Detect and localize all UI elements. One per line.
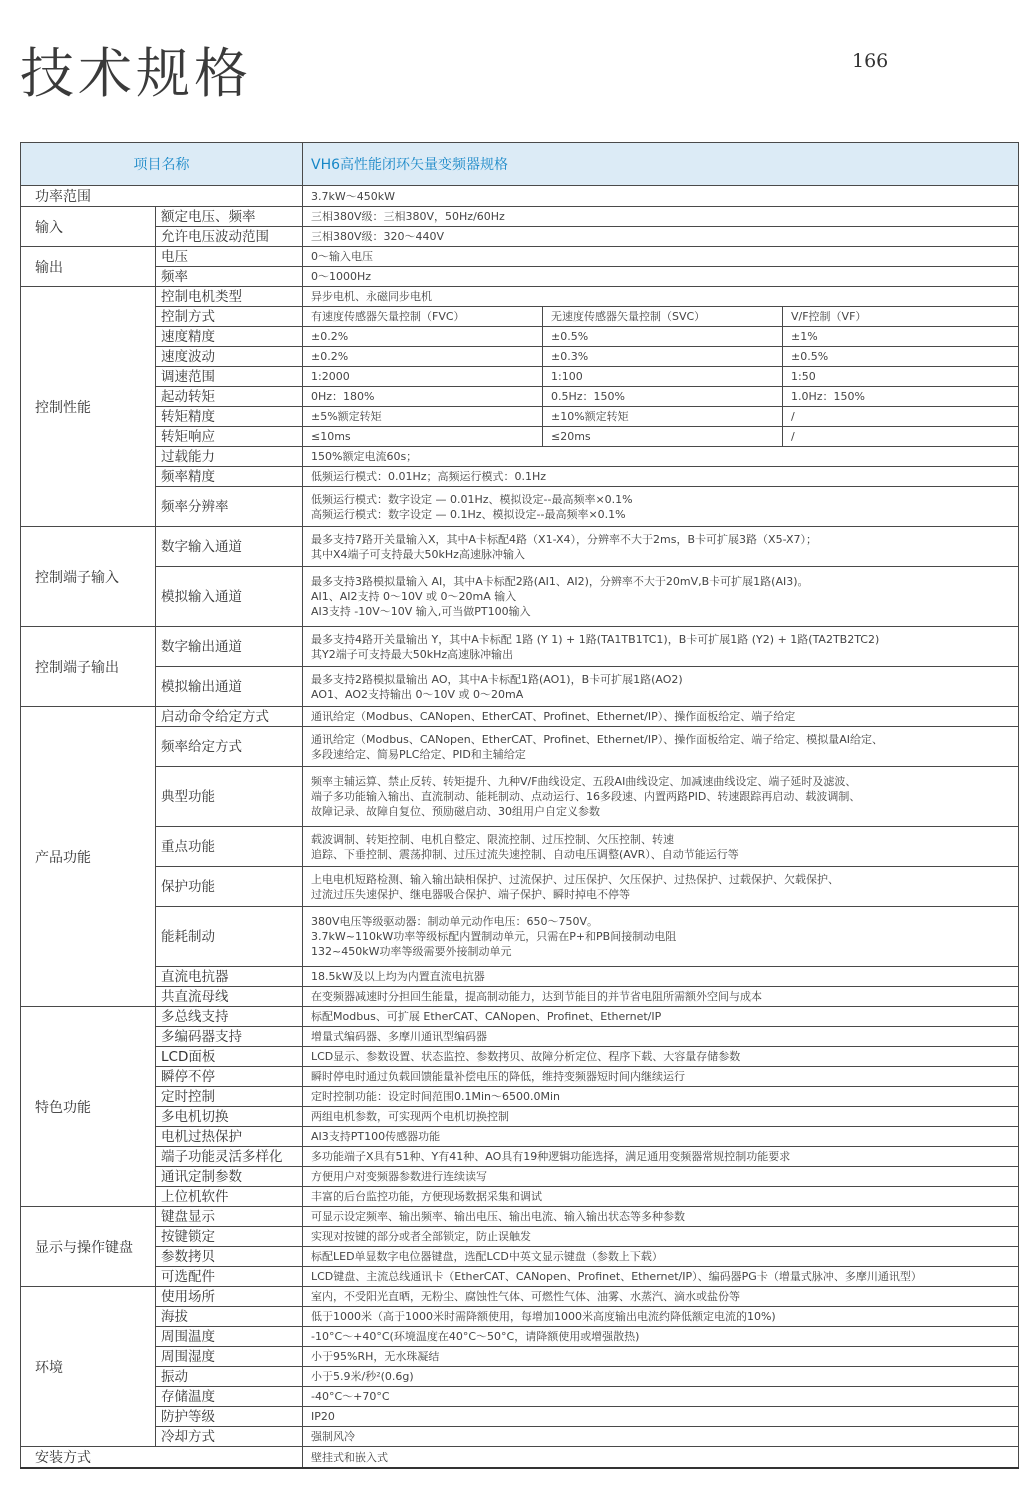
item-cell: 按键锁定 [156, 1227, 303, 1247]
table-row [21, 267, 1019, 287]
spec-table-body [21, 186, 1019, 1469]
table-row [21, 247, 1019, 267]
value-cell: -40°C～+70°C [303, 1387, 1019, 1407]
category-cell: 控制端子输入 [21, 527, 156, 627]
table-row [21, 627, 1019, 667]
value-cell: 在变频器减速时分担回生能量，提高制动能力，达到节能目的并节省电阻所需额外空间与成本 [303, 987, 1019, 1007]
table-row [21, 1127, 1019, 1147]
value-cell: AI3支持PT100传感器功能 [303, 1127, 1019, 1147]
value-cell: 0Hz：180% [303, 387, 543, 407]
table-row [21, 1067, 1019, 1087]
value-cell: 增量式编码器、多摩川通讯型编码器 [303, 1027, 1019, 1047]
category-cell: 输入 [21, 207, 156, 247]
table-row [21, 447, 1019, 467]
table-row [21, 347, 1019, 367]
item-cell: 周围温度 [156, 1327, 303, 1347]
category-cell: 控制端子输出 [21, 627, 156, 707]
value-cell: ±0.5% [783, 347, 1019, 367]
value-cell: 380V电压等级驱动器：制动单元动作电压：650～750V。 3.7kW~110kW功率等级标配内置制动单元，只需在P+和PB间接制动电阻 132~450kW功率等级需要外接制动单元 [303, 907, 1019, 967]
item-cell: 防护等级 [156, 1407, 303, 1427]
value-cell: 有速度传感器矢量控制（FVC） [303, 307, 543, 327]
table-row [21, 407, 1019, 427]
value-cell: 瞬时停电时通过负载回馈能量补偿电压的降低，维持变频器短时间内继续运行 [303, 1067, 1019, 1087]
item-cell: 瞬停不停 [156, 1067, 303, 1087]
value-cell: 载波调制、转矩控制、电机自整定、限流控制、过压控制、欠压控制、转速 追踪、下垂控制、震荡抑制、过压过流失速控制、自动电压调整(AVR）、自动节能运行等 [303, 827, 1019, 867]
table-row [21, 827, 1019, 867]
item-cell: 保护功能 [156, 867, 303, 907]
table-row [21, 307, 1019, 327]
table-row [21, 767, 1019, 827]
item-cell: 重点功能 [156, 827, 303, 867]
category-cell: 特色功能 [21, 1007, 156, 1207]
item-cell: 控制电机类型 [156, 287, 303, 307]
value-cell: ±5%额定转矩 [303, 407, 543, 427]
item-cell: 数字输出通道 [156, 627, 303, 667]
value-cell: 无速度传感器矢量控制（SVC） [543, 307, 783, 327]
spec-table [20, 142, 1019, 1469]
item-cell: 端子功能灵活多样化 [156, 1147, 303, 1167]
value-cell: 低于1000米（高于1000米时需降额使用，每增加1000米高度输出电流约降低额定电流的10%) [303, 1307, 1019, 1327]
value-cell: ≤20ms [543, 427, 783, 447]
table-row [21, 1167, 1019, 1187]
table-row [21, 987, 1019, 1007]
value-cell: ±1% [783, 327, 1019, 347]
category-cell: 控制性能 [21, 287, 156, 527]
value-cell: 1:50 [783, 367, 1019, 387]
value-cell: 多功能端子X具有51种、Y有41种、AO具有19种逻辑功能选择，满足通用变频器常规控制功能要求 [303, 1147, 1019, 1167]
value-cell: 两组电机参数，可实现两个电机切换控制 [303, 1107, 1019, 1127]
table-row [21, 1147, 1019, 1167]
item-cell: 典型功能 [156, 767, 303, 827]
table-row [21, 1347, 1019, 1367]
value-cell: 实现对按键的部分或者全部锁定，防止误触发 [303, 1227, 1019, 1247]
table-row [21, 1227, 1019, 1247]
table-row [21, 1207, 1019, 1227]
value-cell: 低频运行模式：0.01Hz；高频运行模式：0.1Hz [303, 467, 1019, 487]
table-row [21, 1447, 1019, 1469]
value-cell: 1.0Hz：150% [783, 387, 1019, 407]
item-cell: 模拟输出通道 [156, 667, 303, 707]
item-cell: 共直流母线 [156, 987, 303, 1007]
item-cell: 转矩响应 [156, 427, 303, 447]
item-cell: 频率 [156, 267, 303, 287]
value-cell: V/F控制（VF） [783, 307, 1019, 327]
item-cell: 调速范围 [156, 367, 303, 387]
value-cell: 小于5.9米/秒²(0.6g) [303, 1367, 1019, 1387]
value-cell: 150%额定电流60s； [303, 447, 1019, 467]
table-row [21, 387, 1019, 407]
item-cell: 海拔 [156, 1307, 303, 1327]
table-row [21, 1247, 1019, 1267]
value-cell: 方便用户对变频器参数进行连续读写 [303, 1167, 1019, 1187]
header-item-name: 项目名称 [21, 143, 303, 186]
category-cell: 产品功能 [21, 707, 156, 1007]
table-row [21, 707, 1019, 727]
item-cell: LCD面板 [156, 1047, 303, 1067]
value-cell: ±0.2% [303, 327, 543, 347]
table-row [21, 1387, 1019, 1407]
value-cell: 低频运行模式：数字设定 — 0.01Hz、模拟设定--最高频率×0.1% 高频运行模式：数字设定 — 0.1Hz、模拟设定--最高频率×0.1% [303, 487, 1019, 527]
value-cell: ±10%额定转矩 [543, 407, 783, 427]
item-cell: 能耗制动 [156, 907, 303, 967]
item-cell: 电机过热保护 [156, 1127, 303, 1147]
value-cell: 强制风冷 [303, 1427, 1019, 1447]
value-cell: 小于95%RH，无水珠凝结 [303, 1347, 1019, 1367]
value-cell: 最多支持7路开关量输入X，其中A卡标配4路（X1-X4），分辨率不大于2ms，B卡可扩展3路（X5-X7）； 其中X4端子可支持最大50kHz高速脉冲输入 [303, 527, 1019, 567]
table-row [21, 1407, 1019, 1427]
page-title: 技术规格 [20, 42, 252, 105]
item-cell: 过载能力 [156, 447, 303, 467]
item-cell: 冷却方式 [156, 1427, 303, 1447]
item-cell: 多电机切换 [156, 1107, 303, 1127]
value-cell: LCD键盘、主流总线通讯卡（EtherCAT、CANopen、Profinet、Ethernet/IP）、编码器PG卡（增量式脉冲、多摩川通讯型） [303, 1267, 1019, 1287]
item-cell: 直流电抗器 [156, 967, 303, 987]
table-row [21, 1427, 1019, 1447]
value-cell: 频率主辅运算、禁止反转、转矩提升、九种V/F曲线设定、五段AI曲线设定、加减速曲线设定、端子延时及滤波、 端子多功能输入输出、直流制动、能耗制动、点动运行、16多段速、内置两路PID、转速跟踪再启动、载波调制、 故障记录、故障自复位、预励磁启动、30组用户自定义参数 [303, 767, 1019, 827]
item-cell: 控制方式 [156, 307, 303, 327]
item-cell: 可选配件 [156, 1267, 303, 1287]
table-row [21, 487, 1019, 527]
value-cell: 壁挂式和嵌入式 [303, 1447, 1019, 1469]
table-row [21, 1307, 1019, 1327]
table-row [21, 527, 1019, 567]
value-cell: 标配LED单显数字电位器键盘，选配LCD中英文显示键盘（参数上下载） [303, 1247, 1019, 1267]
table-row [21, 1087, 1019, 1107]
item-cell: 周围湿度 [156, 1347, 303, 1367]
header-spec-title: VH6高性能闭环矢量变频器规格 [303, 143, 1019, 186]
table-row [21, 1287, 1019, 1307]
table-row [21, 1187, 1019, 1207]
category-cell: 安装方式 [21, 1447, 303, 1469]
value-cell: 0～1000Hz [303, 267, 1019, 287]
table-row [21, 567, 1019, 627]
table-row [21, 227, 1019, 247]
item-cell: 启动命令给定方式 [156, 707, 303, 727]
item-cell: 频率给定方式 [156, 727, 303, 767]
value-cell: 1:100 [543, 367, 783, 387]
item-cell: 上位机软件 [156, 1187, 303, 1207]
table-row [21, 967, 1019, 987]
item-cell: 通讯定制参数 [156, 1167, 303, 1187]
value-cell: LCD显示、参数设置、状态监控、参数拷贝、故障分析定位、程序下载、大容量存储参数 [303, 1047, 1019, 1067]
table-row [21, 207, 1019, 227]
value-cell: 0～输入电压 [303, 247, 1019, 267]
value-cell: 最多支持2路模拟量输出 AO，其中A卡标配1路(AO1)，B卡可扩展1路(AO2) AO1、AO2支持输出 0～10V 或 0～20mA [303, 667, 1019, 707]
table-row [21, 867, 1019, 907]
table-header-row [21, 143, 1019, 186]
item-cell: 多编码器支持 [156, 1027, 303, 1047]
item-cell: 允许电压波动范围 [156, 227, 303, 247]
table-row [21, 427, 1019, 447]
value-cell: 异步电机、永磁同步电机 [303, 287, 1019, 307]
category-cell: 输出 [21, 247, 156, 287]
table-row [21, 327, 1019, 347]
value-cell: 定时控制功能：设定时间范围0.1Min～6500.0Min [303, 1087, 1019, 1107]
item-cell: 键盘显示 [156, 1207, 303, 1227]
value-cell: 18.5kW及以上均为内置直流电抗器 [303, 967, 1019, 987]
value-cell: 可显示设定频率、输出频率、输出电压、输出电流、输入输出状态等多种参数 [303, 1207, 1019, 1227]
value-cell: 3.7kW～450kW [303, 186, 1019, 207]
table-row [21, 1327, 1019, 1347]
category-cell: 显示与操作键盘 [21, 1207, 156, 1287]
item-cell: 定时控制 [156, 1087, 303, 1107]
item-cell: 存储温度 [156, 1387, 303, 1407]
table-row [21, 1367, 1019, 1387]
item-cell: 模拟输入通道 [156, 567, 303, 627]
value-cell: / [783, 407, 1019, 427]
table-row [21, 287, 1019, 307]
value-cell: 1:2000 [303, 367, 543, 387]
value-cell: / [783, 427, 1019, 447]
value-cell: ±0.5% [543, 327, 783, 347]
item-cell: 频率分辨率 [156, 487, 303, 527]
value-cell: ≤10ms [303, 427, 543, 447]
value-cell: 三相380V级：320～440V [303, 227, 1019, 247]
value-cell: 最多支持3路模拟量输入 AI，其中A卡标配2路(AI1、AI2)，分辨率不大于20mV,B卡可扩展1路(AI3)。 AI1、AI2支持 0～10V 或 0～20mA 输入 AI3支持 -10V～10V 输入,可当做PT100输入 [303, 567, 1019, 627]
table-row [21, 367, 1019, 387]
item-cell: 额定电压、频率 [156, 207, 303, 227]
item-cell: 速度精度 [156, 327, 303, 347]
item-cell: 转矩精度 [156, 407, 303, 427]
item-cell: 电压 [156, 247, 303, 267]
category-cell: 环境 [21, 1287, 156, 1447]
table-row [21, 1027, 1019, 1047]
value-cell: ±0.3% [543, 347, 783, 367]
value-cell: ±0.2% [303, 347, 543, 367]
item-cell: 频率精度 [156, 467, 303, 487]
value-cell: -10°C～+40°C(环境温度在40°C～50°C，请降额使用或增强散热) [303, 1327, 1019, 1347]
table-row [21, 1047, 1019, 1067]
item-cell: 速度波动 [156, 347, 303, 367]
table-row [21, 186, 1019, 207]
table-row [21, 1007, 1019, 1027]
value-cell: 三相380V级：三相380V，50Hz/60Hz [303, 207, 1019, 227]
value-cell: 通讯给定（Modbus、CANopen、EtherCAT、Profinet、Ethernet/IP）、操作面板给定、端子给定 [303, 707, 1019, 727]
item-cell: 使用场所 [156, 1287, 303, 1307]
item-cell: 数字输入通道 [156, 527, 303, 567]
value-cell: 最多支持4路开关量输出 Y，其中A卡标配 1路 (Y 1) + 1路(TA1TB1TC1)，B卡可扩展1路 (Y2) + 1路(TA2TB2TC2) 其Y2端子可支持最大50kHz高速脉冲输出 [303, 627, 1019, 667]
item-cell: 振动 [156, 1367, 303, 1387]
value-cell: 0.5Hz：150% [543, 387, 783, 407]
page-number: 166 [852, 50, 889, 72]
value-cell: 室内，不受阳光直晒，无粉尘、腐蚀性气体、可燃性气体、油雾、水蒸汽、滴水或盐份等 [303, 1287, 1019, 1307]
item-cell: 多总线支持 [156, 1007, 303, 1027]
item-cell: 参数拷贝 [156, 1247, 303, 1267]
table-row [21, 1107, 1019, 1127]
category-cell: 功率范围 [21, 186, 303, 207]
value-cell: IP20 [303, 1407, 1019, 1427]
table-row [21, 907, 1019, 967]
item-cell: 起动转矩 [156, 387, 303, 407]
table-row [21, 727, 1019, 767]
table-row [21, 667, 1019, 707]
value-cell: 通讯给定（Modbus、CANopen、EtherCAT、Profinet、Ethernet/IP）、操作面板给定、端子给定、模拟量AI给定、 多段速给定、简易PLC给定、PID和主辅给定 [303, 727, 1019, 767]
value-cell: 上电电机短路检测、输入输出缺相保护、过流保护、过压保护、欠压保护、过热保护、过载保护、欠载保护、 过流过压失速保护、继电器吸合保护、端子保护、瞬时掉电不停等 [303, 867, 1019, 907]
table-row [21, 1267, 1019, 1287]
table-row [21, 467, 1019, 487]
value-cell: 丰富的后台监控功能，方便现场数据采集和调试 [303, 1187, 1019, 1207]
value-cell: 标配Modbus、可扩展 EtherCAT、CANopen、Profinet、Ethernet/IP [303, 1007, 1019, 1027]
